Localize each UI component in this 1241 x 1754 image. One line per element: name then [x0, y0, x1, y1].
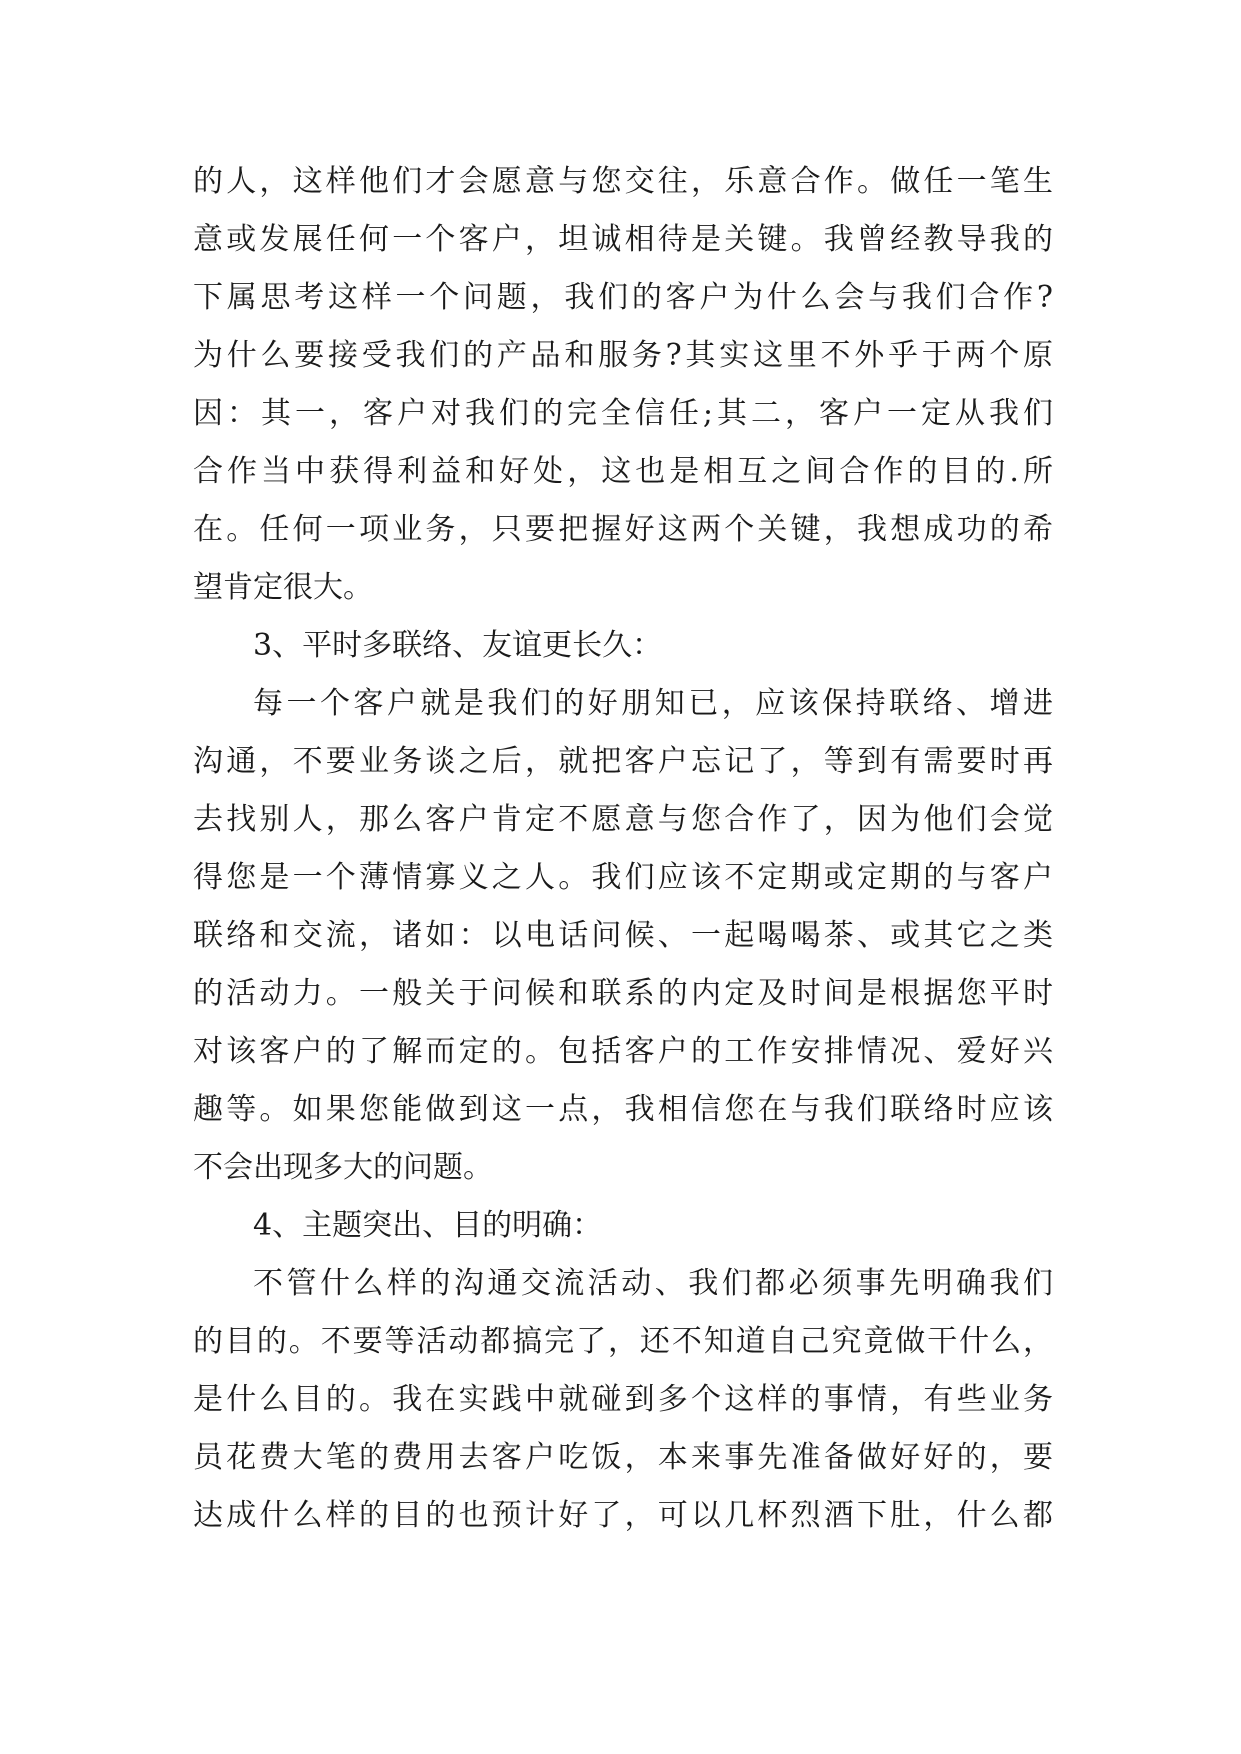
text-line: 每一个客户就是我们的好朋知已，应该保持联络、增进 [253, 686, 1053, 721]
text-line: 对该客户的了解而定的。包括客户的工作安排情况、爱好兴 [193, 1034, 1053, 1069]
text-line: 联络和交流，诸如：以电话问候、一起喝喝茶、或其它之类 [193, 918, 1053, 953]
text-line: 意或发展任何一个客户，坦诚相待是关键。我曾经教导我的 [193, 222, 1053, 257]
text-line: 员花费大笔的费用去客户吃饭，本来事先准备做好好的，要 [193, 1440, 1053, 1475]
section-heading: 4、主题突出、目的明确： [253, 1208, 603, 1243]
text-line: 的人，这样他们才会愿意与您交往，乐意合作。做任一笔生 [193, 164, 1053, 199]
text-line: 去找别人，那么客户肯定不愿意与您合作了，因为他们会觉 [193, 802, 1053, 837]
text-line: 不管什么样的沟通交流活动、我们都必须事先明确我们 [253, 1266, 1053, 1301]
text-line: 因：其一，客户对我们的完全信任;其二，客户一定从我们 [193, 396, 1053, 431]
text-line: 合作当中获得利益和好处，这也是相互之间合作的目的.所 [193, 454, 1053, 489]
text-line: 望肯定很大。 [193, 570, 373, 605]
text-line: 沟通，不要业务谈之后，就把客户忘记了，等到有需要时再 [193, 744, 1053, 779]
text-line: 在。任何一项业务，只要把握好这两个关键，我想成功的希 [193, 512, 1053, 547]
text-line: 达成什么样的目的也预计好了，可以几杯烈酒下肚，什么都 [193, 1498, 1053, 1533]
section-heading: 3、平时多联络、友谊更长久： [253, 628, 663, 663]
text-line: 的活动力。一般关于问候和联系的内定及时间是根据您平时 [193, 976, 1053, 1011]
text-line: 是什么目的。我在实践中就碰到多个这样的事情，有些业务 [193, 1382, 1053, 1417]
text-line: 得您是一个薄情寡义之人。我们应该不定期或定期的与客户 [193, 860, 1053, 895]
text-line: 下属思考这样一个问题，我们的客户为什么会与我们合作? [193, 280, 1053, 315]
text-line: 趣等。如果您能做到这一点，我相信您在与我们联络时应该 [193, 1092, 1053, 1127]
text-line: 为什么要接受我们的产品和服务?其实这里不外乎于两个原 [193, 338, 1053, 373]
text-line: 的目的。不要等活动都搞完了，还不知道自己究竟做干什么， [193, 1324, 1053, 1359]
text-line: 不会出现多大的问题。 [193, 1150, 493, 1185]
